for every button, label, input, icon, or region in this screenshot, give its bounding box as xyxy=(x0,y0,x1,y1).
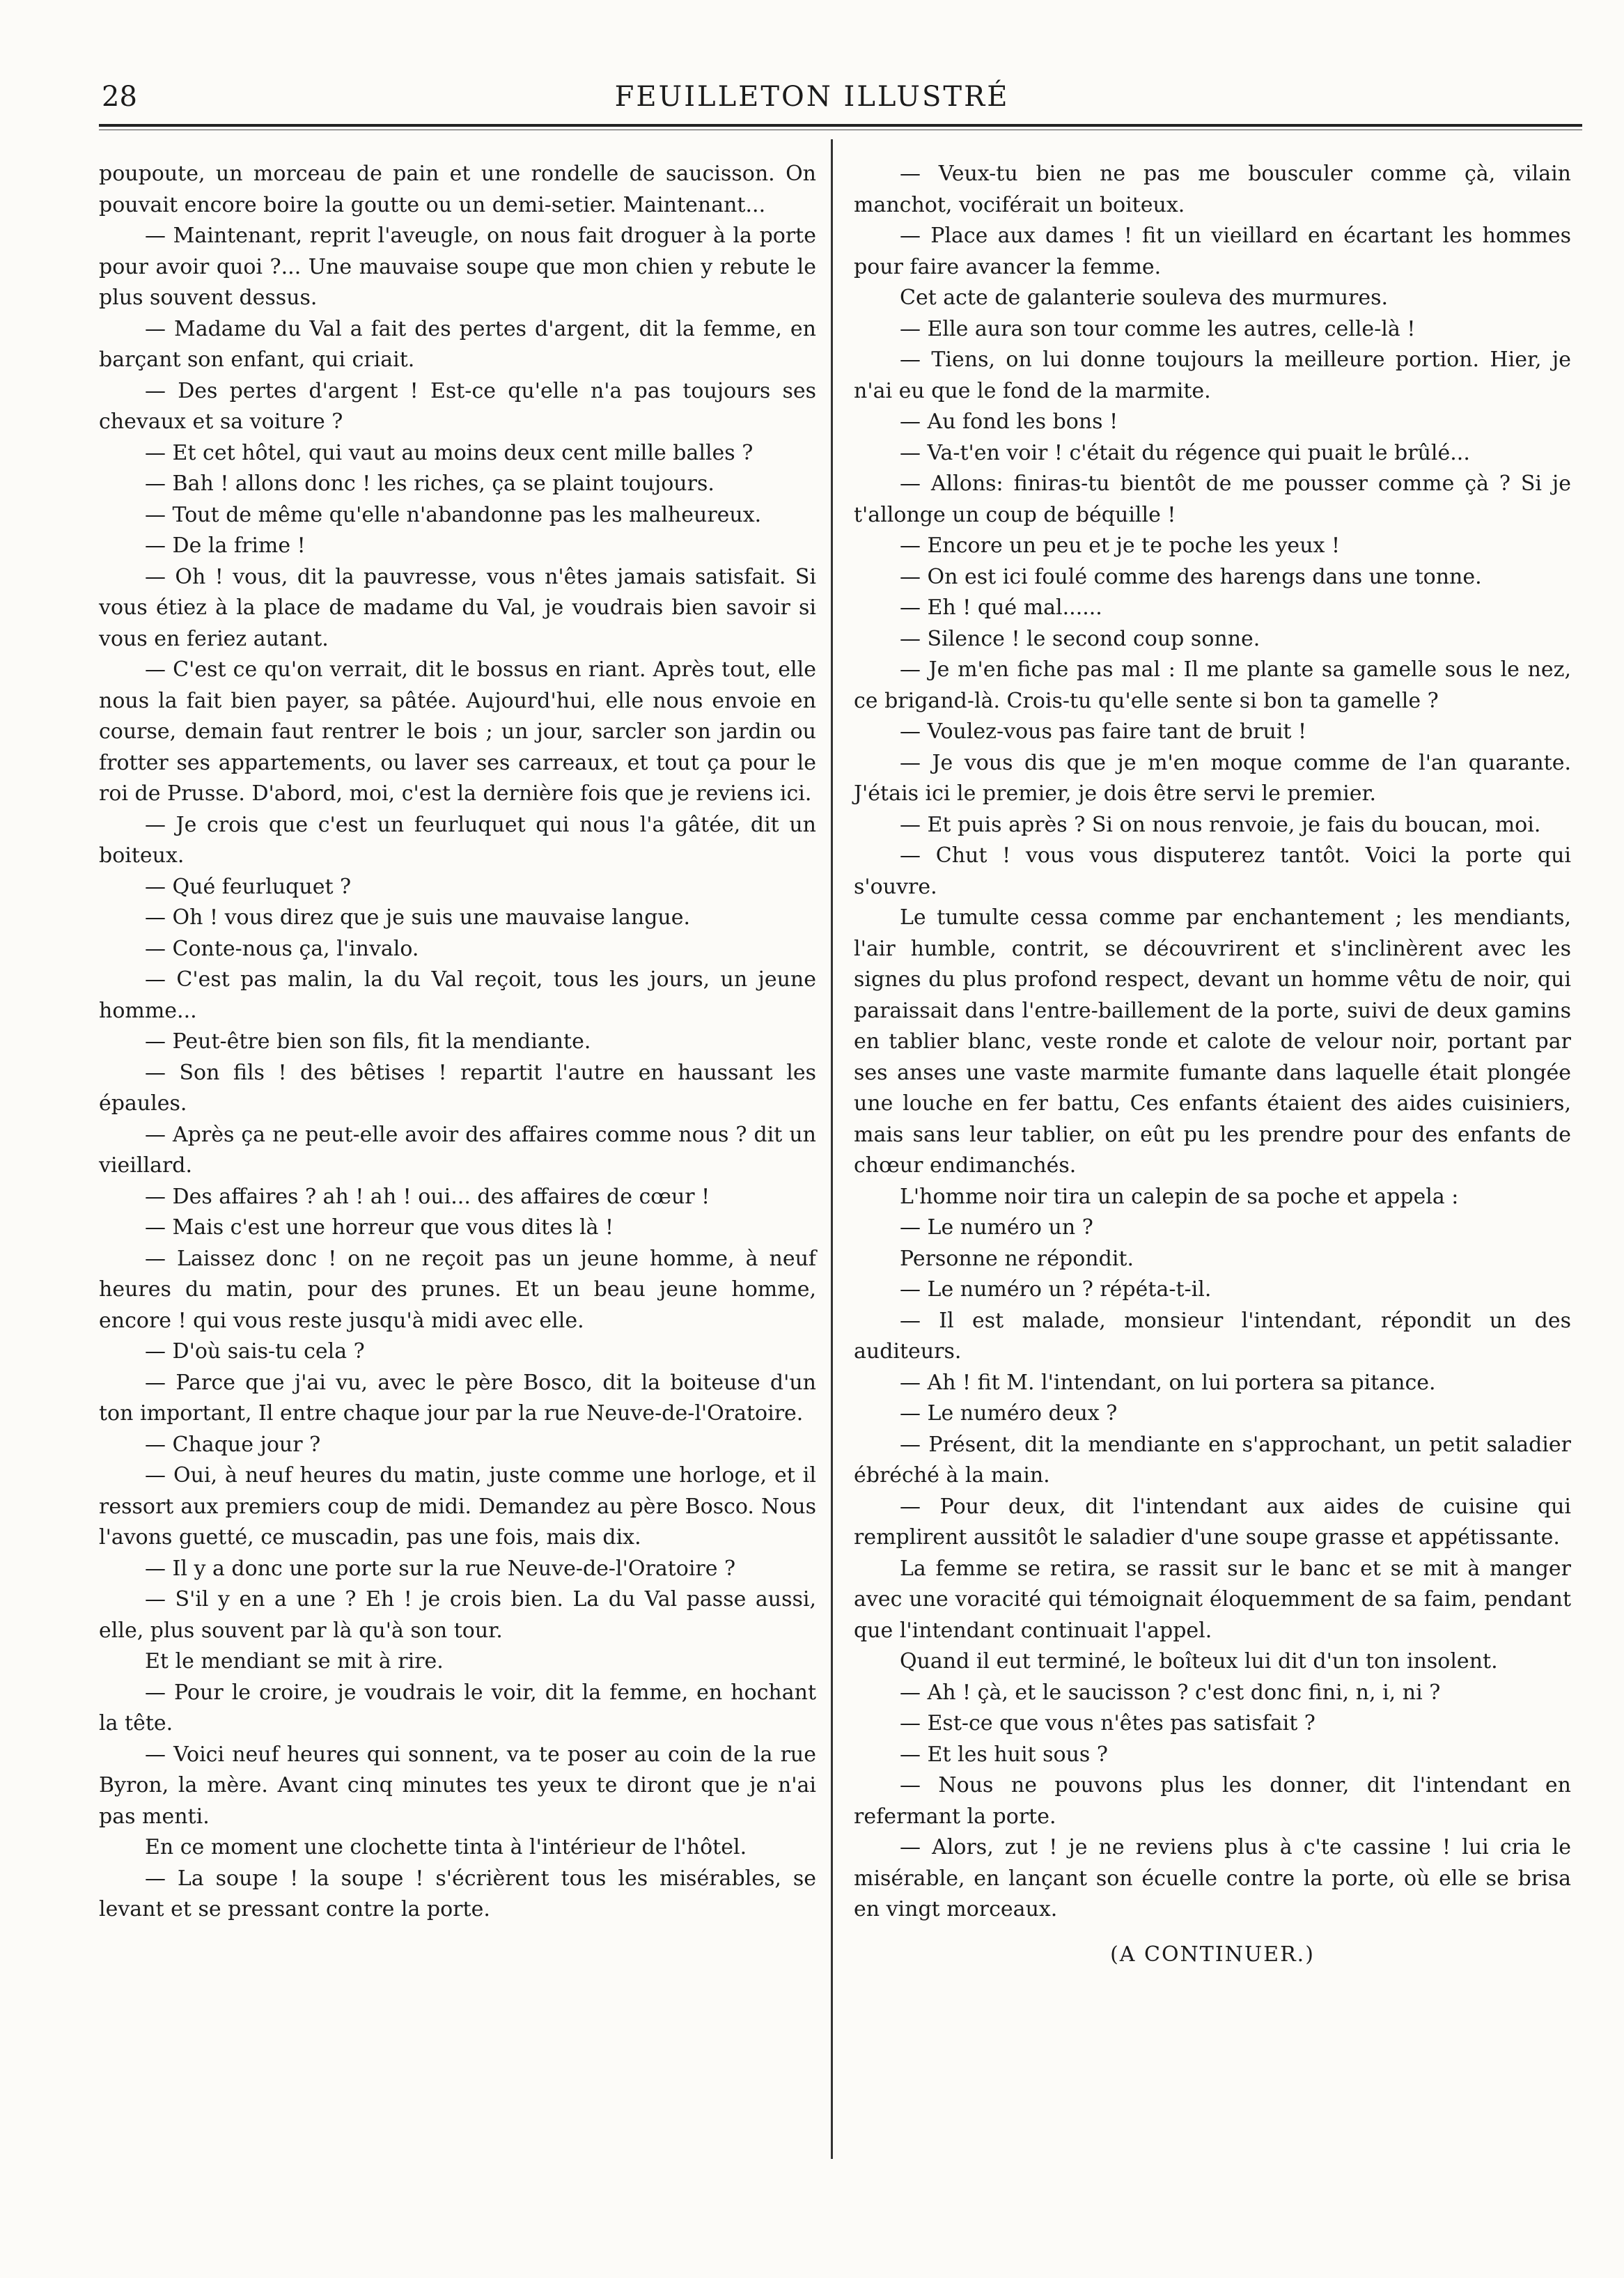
paragraph: — Le numéro un ? répéta-t-il. xyxy=(900,1277,1212,1302)
paragraph: Le tumulte cessa comme par enchantement ; les mendiants, l'air humble, contrit, se découvrirent et s'inclinèrent avec les signes du plus profond respect, devant un homme vêtu de noir, qui paraissait dans l'entre-baillement de la porte, suivi de deux gamins en tablier blanc, veste ronde et calote de velour noir, portant par ses anses une vaste marmite fumante dans laquelle était plongée une louche en fer battu, Ces enfants étaient des aides cuisiniers, mais sans leur tablier, on eût pu les prendre pour des enfants de chœur endimanchés. xyxy=(854,905,1571,1178)
paragraph: — Voici neuf heures qui sonnent, va te poser au coin de la rue Byron, la mère. Avant cinq minutes tes yeux te diront que je n'ai pas menti. xyxy=(99,1742,816,1829)
paragraph: — Des affaires ? ah ! ah ! oui... des affaires de cœur ! xyxy=(145,1184,710,1209)
paragraph: — Alors, zut ! je ne reviens plus à c'te cassine ! lui cria le misérable, en lançant son écuelle contre la porte, où elle se brisa en vingt morceaux. xyxy=(854,1835,1571,1921)
paragraph: — Qué feurluquet ? xyxy=(145,874,352,899)
paragraph: — Parce que j'ai vu, avec le père Bosco, dit la boiteuse d'un ton important, Il entre chaque jour par la rue Neuve-de-l'Oratoire. xyxy=(99,1370,816,1426)
paragraph: — Nous ne pouvons plus les donner, dit l'intendant en refermant la porte. xyxy=(854,1773,1571,1829)
paragraph: — Est-ce que vous n'êtes pas satisfait ? xyxy=(900,1711,1315,1735)
paragraph: — Le numéro un ? xyxy=(900,1215,1093,1240)
column-divider xyxy=(831,139,833,2159)
paragraph: — Madame du Val a fait des pertes d'argent, dit la femme, en barçant son enfant, qui criait. xyxy=(99,316,816,372)
paragraph: — Son fils ! des bêtises ! repartit l'autre en haussant les épaules. xyxy=(99,1060,816,1116)
paragraph: — Place aux dames ! fit un vieillard en écartant les hommes pour faire avancer la femme. xyxy=(854,224,1571,279)
paragraph: — Pour le croire, je voudrais le voir, dit la femme, en hochant la tête. xyxy=(99,1680,816,1735)
page-number: 28 xyxy=(102,81,137,113)
paragraph: — Présent, dit la mendiante en s'approchant, un petit saladier ébréché à la main. xyxy=(854,1432,1571,1488)
paragraph: — Conte-nous ça, l'invalo. xyxy=(145,936,419,961)
paragraph: — Le numéro deux ? xyxy=(900,1401,1118,1426)
paragraph: — On est ici foulé comme des harengs dans une tonne. xyxy=(900,564,1482,589)
paragraph: La femme se retira, se rassit sur le banc et se mit à manger avec une voracité qui témoignait éloquemment de sa faim, pendant que l'intendant continuait l'appel. xyxy=(854,1556,1571,1643)
paragraph: — Laissez donc ! on ne reçoit pas un jeune homme, à neuf heures du matin, pour des prunes. Et un beau jeune homme, encore ! qui vous reste jusqu'à midi avec elle. xyxy=(99,1246,816,1333)
paragraph: — Maintenant, reprit l'aveugle, on nous fait droguer à la porte pour avoir quoi ?... Une mauvaise soupe que mon chien y rebute le plus souvent dessus. xyxy=(99,224,816,310)
paragraph: — Ah ! fit M. l'intendant, on lui portera sa pitance. xyxy=(900,1370,1436,1395)
paragraph: — Allons: finiras-tu bientôt de me pousser comme çà ? Si je t'allonge un coup de béquille ! xyxy=(854,471,1571,527)
header-rule xyxy=(99,124,1582,127)
paragraph: — Encore un peu et je te poche les yeux ! xyxy=(900,533,1341,558)
paragraph: En ce moment une clochette tinta à l'intérieur de l'hôtel. xyxy=(145,1835,747,1859)
paragraph: — C'est ce qu'on verrait, dit le bossus en riant. Après tout, elle nous la fait bien payer, sa pâtée. Aujourd'hui, elle nous envoie en course, demain faut rentrer le bois ; un jour, sarcler son jardin ou frotter ses appartements, ou laver ses carreaux, et tout ça pour le roi de Prusse. D'abord, moi, c'est la dernière fois que je reviens ici. xyxy=(99,657,816,806)
paragraph: poupoute, un morceau de pain et une rondelle de saucisson. On pouvait encore boire la goutte ou un demi-setier. Maintenant... xyxy=(99,162,816,217)
paragraph: Cet acte de galanterie souleva des murmures. xyxy=(900,286,1389,310)
paragraph: — Au fond les bons ! xyxy=(900,409,1118,434)
paragraph: — Et puis après ? Si on nous renvoie, je fais du boucan, moi. xyxy=(900,812,1541,837)
paragraph: — Elle aura son tour comme les autres, celle-là ! xyxy=(900,316,1416,341)
paragraph: — La soupe ! la soupe ! s'écrièrent tous les misérables, se levant et se pressant contre la porte. xyxy=(99,1866,816,1921)
paragraph: — Je vous dis que je m'en moque comme de l'an quarante. J'étais ici le premier, je dois être servi le premier. xyxy=(854,750,1571,806)
paragraph: — Eh ! qué mal...... xyxy=(900,595,1102,620)
left-column xyxy=(99,159,816,2178)
paragraph: — Veux-tu bien ne pas me bousculer comme çà, vilain manchot, vociférait un boiteux. xyxy=(854,162,1571,217)
paragraph: — C'est pas malin, la du Val reçoit, tous les jours, un jeune homme... xyxy=(99,967,816,1023)
paragraph: — Et cet hôtel, qui vaut au moins deux cent mille balles ? xyxy=(145,440,754,465)
paragraph: — Peut-être bien son fils, fit la mendiante. xyxy=(145,1029,591,1054)
paragraph: — Bah ! allons donc ! les riches, ça se plaint toujours. xyxy=(145,471,715,496)
paragraph: — De la frime ! xyxy=(145,533,306,558)
page-header xyxy=(0,70,1624,125)
paragraph: — Et les huit sous ? xyxy=(900,1742,1108,1767)
paragraph: — Tiens, on lui donne toujours la meilleure portion. Hier, je n'ai eu que le fond de la marmite. xyxy=(854,348,1571,403)
paragraph: — D'où sais-tu cela ? xyxy=(145,1339,365,1364)
paragraph: — Je crois que c'est un feurluquet qui nous l'a gâtée, dit un boiteux. xyxy=(99,812,816,868)
paragraph: — Chaque jour ? xyxy=(145,1432,321,1457)
paragraph: — Tout de même qu'elle n'abandonne pas les malheureux. xyxy=(145,502,762,527)
paragraph: — Des pertes d'argent ! Est-ce qu'elle n'a pas toujours ses chevaux et sa voiture ? xyxy=(99,378,816,434)
paragraph: — Oui, à neuf heures du matin, juste comme une horloge, et il ressort aux premiers coup de midi. Demandez au père Bosco. Nous l'avons guetté, ce muscadin, pas une fois, mais dix. xyxy=(99,1463,816,1550)
paragraph: Personne ne répondit. xyxy=(900,1246,1134,1271)
running-title: FEUILLETON ILLUSTRÉ xyxy=(614,81,1010,113)
continuation-note: (A CONTINUER.) xyxy=(1110,1942,1315,1967)
paragraph: — Après ça ne peut-elle avoir des affaires comme nous ? dit un vieillard. xyxy=(99,1122,816,1178)
paragraph: — Voulez-vous pas faire tant de bruit ! xyxy=(900,719,1307,744)
paragraph: Quand il eut terminé, le boîteux lui dit d'un ton insolent. xyxy=(900,1649,1498,1674)
paragraph: — Ah ! çà, et le saucisson ? c'est donc fini, n, i, ni ? xyxy=(900,1680,1441,1705)
paragraph: — Il y a donc une porte sur la rue Neuve-de-l'Oratoire ? xyxy=(145,1556,736,1581)
paragraph: — Silence ! le second coup sonne. xyxy=(900,626,1260,651)
paragraph: — Oh ! vous, dit la pauvresse, vous n'êtes jamais satisfait. Si vous étiez à la place de madame du Val, je voudrais bien savoir si vous en feriez autant. xyxy=(99,564,816,651)
paragraph: — Chut ! vous vous disputerez tantôt. Voici la porte qui s'ouvre. xyxy=(854,843,1571,899)
paragraph: — Oh ! vous direz que je suis une mauvaise langue. xyxy=(145,905,691,930)
paragraph: L'homme noir tira un calepin de sa poche et appela : xyxy=(900,1184,1459,1209)
paragraph: — Va-t'en voir ! c'était du régence qui puait le brûlé... xyxy=(900,440,1470,465)
paragraph: Et le mendiant se mit à rire. xyxy=(145,1649,444,1674)
paragraph: — Je m'en fiche pas mal : Il me plante sa gamelle sous le nez, ce brigand-là. Crois-tu qu'elle sente si bon ta gamelle ? xyxy=(854,657,1571,713)
paragraph: — S'il y en a une ? Eh ! je crois bien. La du Val passe aussi, elle, plus souvent par là qu'à son tour. xyxy=(99,1587,816,1643)
paragraph: — Pour deux, dit l'intendant aux aides de cuisine qui remplirent aussitôt le saladier d'une soupe grasse et appétissante. xyxy=(854,1494,1571,1550)
paragraph: — Mais c'est une horreur que vous dites là ! xyxy=(145,1215,614,1240)
paragraph: — Il est malade, monsieur l'intendant, répondit un des auditeurs. xyxy=(854,1308,1571,1364)
right-column xyxy=(854,159,1571,2178)
